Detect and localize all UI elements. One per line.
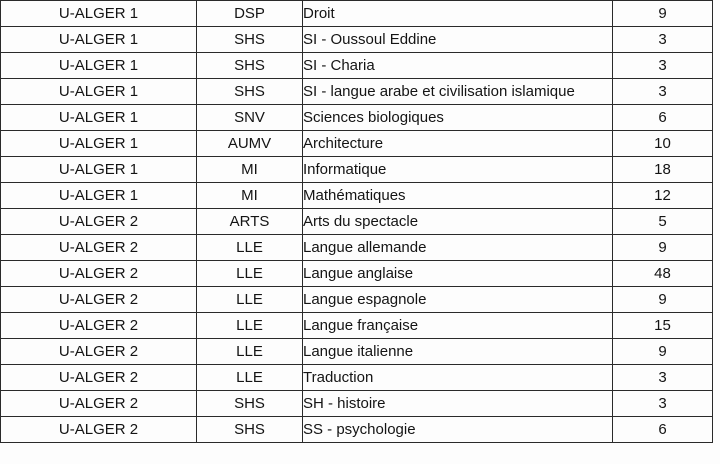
table-row	[1, 417, 713, 443]
program-cell: Droit	[303, 1, 613, 27]
program-cell: Langue allemande	[303, 235, 613, 261]
domain-cell: LLE	[197, 339, 303, 365]
domain-cell: ARTS	[197, 209, 303, 235]
places-cell: 48	[613, 261, 713, 287]
domain-cell: LLE	[197, 365, 303, 391]
program-cell: Sciences biologiques	[303, 105, 613, 131]
table-row	[1, 157, 713, 183]
university-cell: U-ALGER 1	[1, 27, 197, 53]
table-row	[1, 27, 713, 53]
program-cell: SI - Charia	[303, 53, 613, 79]
table-row	[1, 391, 713, 417]
program-cell: Informatique	[303, 157, 613, 183]
table-row	[1, 105, 713, 131]
program-cell: Traduction	[303, 365, 613, 391]
university-cell: U-ALGER 2	[1, 235, 197, 261]
table-row	[1, 1, 713, 27]
table-row	[1, 313, 713, 339]
program-cell: Langue espagnole	[303, 287, 613, 313]
program-cell: SI - Oussoul Eddine	[303, 27, 613, 53]
program-cell: Mathématiques	[303, 183, 613, 209]
program-cell: Langue anglaise	[303, 261, 613, 287]
table-row	[1, 339, 713, 365]
program-cell: SI - langue arabe et civilisation islamique	[303, 79, 613, 105]
places-cell: 9	[613, 287, 713, 313]
program-cell: Langue française	[303, 313, 613, 339]
program-cell: SS - psychologie	[303, 417, 613, 443]
university-cell: U-ALGER 2	[1, 313, 197, 339]
university-cell: U-ALGER 2	[1, 339, 197, 365]
places-cell: 3	[613, 365, 713, 391]
domain-cell: LLE	[197, 287, 303, 313]
table-row	[1, 183, 713, 209]
program-cell: Arts du spectacle	[303, 209, 613, 235]
places-cell: 12	[613, 183, 713, 209]
university-cell: U-ALGER 1	[1, 79, 197, 105]
table-row	[1, 287, 713, 313]
places-cell: 3	[613, 391, 713, 417]
university-cell: U-ALGER 1	[1, 183, 197, 209]
table-row	[1, 79, 713, 105]
domain-cell: LLE	[197, 235, 303, 261]
domain-cell: SHS	[197, 391, 303, 417]
table-row	[1, 53, 713, 79]
domain-cell: DSP	[197, 1, 303, 27]
domain-cell: SHS	[197, 27, 303, 53]
places-cell: 9	[613, 1, 713, 27]
domain-cell: MI	[197, 157, 303, 183]
domain-cell: SHS	[197, 53, 303, 79]
domain-cell: SHS	[197, 79, 303, 105]
table-row	[1, 209, 713, 235]
domain-cell: SHS	[197, 417, 303, 443]
university-cell: U-ALGER 1	[1, 105, 197, 131]
university-cell: U-ALGER 2	[1, 209, 197, 235]
places-cell: 3	[613, 53, 713, 79]
program-cell: SH - histoire	[303, 391, 613, 417]
places-cell: 18	[613, 157, 713, 183]
places-cell: 9	[613, 339, 713, 365]
university-cell: U-ALGER 2	[1, 365, 197, 391]
table-row	[1, 365, 713, 391]
domain-cell: AUMV	[197, 131, 303, 157]
domain-cell: SNV	[197, 105, 303, 131]
places-cell: 10	[613, 131, 713, 157]
places-cell: 3	[613, 27, 713, 53]
domain-cell: MI	[197, 183, 303, 209]
domain-cell: LLE	[197, 261, 303, 287]
places-cell: 15	[613, 313, 713, 339]
university-cell: U-ALGER 2	[1, 287, 197, 313]
program-cell: Architecture	[303, 131, 613, 157]
university-cell: U-ALGER 1	[1, 53, 197, 79]
university-cell: U-ALGER 2	[1, 261, 197, 287]
places-cell: 3	[613, 79, 713, 105]
domain-cell: LLE	[197, 313, 303, 339]
places-cell: 6	[613, 105, 713, 131]
university-cell: U-ALGER 1	[1, 157, 197, 183]
places-cell: 5	[613, 209, 713, 235]
table-row	[1, 235, 713, 261]
program-cell: Langue italienne	[303, 339, 613, 365]
university-cell: U-ALGER 1	[1, 131, 197, 157]
places-cell: 6	[613, 417, 713, 443]
table-row	[1, 261, 713, 287]
places-cell: 9	[613, 235, 713, 261]
university-cell: U-ALGER 1	[1, 1, 197, 27]
table-body	[1, 1, 713, 443]
university-cell: U-ALGER 2	[1, 417, 197, 443]
university-cell: U-ALGER 2	[1, 391, 197, 417]
table-row	[1, 131, 713, 157]
